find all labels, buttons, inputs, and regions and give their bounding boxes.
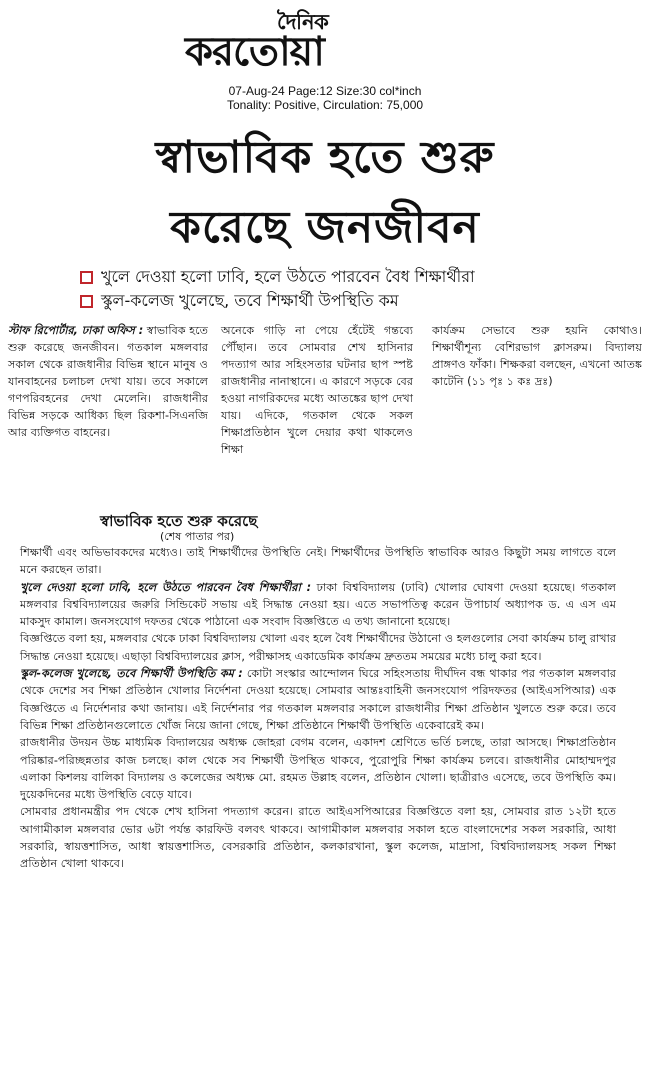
paragraph [20, 579, 616, 631]
column-1-text: স্বাভাবিক হতে শুরু করেছে জনজীবন। গতকাল মঙ্গলবার সকাল থেকে রাজধানীর বিভিন্ন স্থানে মানুষ ও যানবাহনের চলাচল দেখা যায়। তবে সকালে গণপরিবহনের দেখা মেলেনি। রাজধানীর বিভিন্ন সড়কে আধিক্য ছিল রিকশা-সিএনজি আর ব্যক্তিগত বাহনের। [8, 324, 208, 439]
paragraph: বিজ্ঞপ্তিতে বলা হয়, মঙ্গলবার থেকে ঢাকা বিশ্ববিদ্যালয় খোলা এবং হলে বৈধ শিক্ষার্থীদের উঠানো ও হলগুলোর সেবা কার্যক্রম চালু রাখার সিদ্ধান্ত নেওয়া হয়েছে। এছাড়া বিশ্ববিদ্যালয়ের ক্লাস, পরীক্ষাসহ একাডেমিক কার্যক্রম দ্রুততম সময়ের মধ্যে চালু করা হবে। [20, 632, 616, 663]
paragraph-lead: স্কুল-কলেজ খুলেছে, তবে শিক্ষার্থী উপস্থিতি কম : [20, 667, 243, 681]
column-2-text: অনেকে গাড়ি না পেয়ে হেঁটেই গন্তব্যে পৌঁছান। তবে সোমবার শেখ হাসিনার পদত্যাগ আর সহিংসতার ঘটনার ছাপ স্পষ্ট রাজধানীর নানাস্থানে। এ কারণে সড়কে বের হওয়া নাগরিকদের মধ্যে আতঙ্কের ছাপ দেখা যায়। এদিকে, গতকাল থেকে সকল শিক্ষাপ্রতিষ্ঠান খুলে দেয়ার কথা থাকলেও শিক্ষা [221, 324, 413, 456]
clipping-meta-date-page: 07-Aug-24 Page:12 Size:30 col*inch [228, 84, 422, 98]
paragraph: সোমবার প্রধানমন্ত্রীর পদ থেকে শেখ হাসিনা পদত্যাগ করেন। রাতে আইএসপিআরের বিজ্ঞপ্তিতে বলা হয়, সোমবার রাত ১২টা হতে আগামীকাল মঙ্গলবার ভোর ৬টা পর্যন্ত কারফিউ বলবৎ থাকবে। আগামীকাল মঙ্গলবার সকাল হতে বাংলাদেশের সকল সরকারি, আধা সরকারি, স্বায়ত্তশাসিত, আধা স্বায়ত্তশাসিত, বেসরকারি প্রতিষ্ঠান, কলকারখানা, স্কুল কলেজ, মাদ্রাসা, বিশ্ববিদ্যালয়সহ সকল শিক্ষা প্রতিষ্ঠান খোলা থাকবে। [20, 805, 616, 871]
paragraph-text: ঢাকা বিশ্ববিদ্যালয় (ঢাবি) খোলার ঘোষণা দেওয়া হয়েছে। গতকাল মঙ্গলবার বিশ্ববিদ্যালয়ের জরুরি সিন্ডিকেট সভায় এই সিদ্ধান্ত নেওয়া হয়। এতে সভাপতিত্ব করেন উপাচার্য অধ্যাপক ড. এ এস এম মাকসুদ কামাল। জনসংযোগ দফতর থেকে পাঠানো এক সংবাদ বিজ্ঞপ্তিতে এ তথ্য জানানো হয়েছে। [20, 580, 616, 629]
paragraph-text: কোটা সংস্কার আন্দোলন ঘিরে সহিংসতায় দীর্ঘদিন বন্ধ থাকার পর গতকাল মঙ্গলবার থেকে দেশের সব শিক্ষা প্রতিষ্ঠান খোলার নির্দেশনা দেওয়া হয়েছে। সোমবার আন্তঃবাহিনী জনসংযোগ পরিদফতর (আইএসপিআর) এক বিজ্ঞপ্তিতে এ নির্দেশনার কথা জানায়। এই নির্দেশনার পর গতকাল মঙ্গলবার সকালে রাজধানীর শিক্ষা প্রতিষ্ঠান খুলতে শুরু করে। তবে বিভিন্ন শিক্ষা প্রতিষ্ঠানগুলোতে খোঁজ নিয়ে জানা গেছে, শিক্ষা প্রতিষ্ঠানে শিক্ষার্থী উপস্থিতি একেবারেই কম। [20, 667, 616, 732]
continuation-body [20, 544, 616, 873]
square-bullet-icon [80, 295, 93, 308]
continuation-title: স্বাভাবিক হতে শুরু করেছে [100, 512, 258, 530]
continuation-subtitle: (শেষ পাতার পর) [160, 530, 235, 543]
masthead-small-text: দৈনিক [277, 10, 329, 34]
headline-line-2: করেছে জনজীবন [170, 202, 480, 253]
newspaper-masthead [185, 6, 475, 78]
paragraph-lead: খুলে দেওয়া হলো ঢাবি, হলে উঠতে পারবেন বৈধ শিক্ষার্থীরা : [20, 580, 312, 594]
subheadline-1-text: খুলে দেওয়া হলো ঢাবি, হলে উঠতে পারবেন বৈধ শিক্ষার্থীরা [101, 267, 475, 286]
masthead-logo-text: করতোয়া [185, 29, 324, 75]
headline-line-1: স্বাভাবিক হতে শুরু [155, 132, 495, 183]
paragraph: শিক্ষার্থী এবং অভিভাবকদের মধ্যেও। তাই শিক্ষার্থীদের উপস্থিতি নেই। শিক্ষার্থীদের উপস্থিতি স্বাভাবিক আরও কিছুটা সময় লাগতে বলে মনে করছেন তারা। [20, 546, 616, 577]
article-column-1 [8, 322, 208, 441]
square-bullet-icon [80, 271, 93, 284]
subheadline-2 [80, 290, 399, 312]
byline: স্টাফ রিপোর্টার, ঢাকা অফিস : [8, 324, 144, 337]
article-column-3 [432, 322, 642, 390]
clipping-meta-tonality: Tonality: Positive, Circulation: 75,000 [226, 98, 424, 112]
subheadline-2-text: স্কুল-কলেজ খুলেছে, তবে শিক্ষার্থী উপস্থিতি কম [101, 291, 399, 310]
subheadline-1 [80, 266, 475, 288]
column-3-text: কার্যক্রম সেভাবে শুরু হয়নি কোথাও। শিক্ষার্থীশূন্য বেশিরভাগ ক্লাসরুম। বিদ্যালয় প্রাঙ্গণও ফাঁকা। শিক্ষকরা বলছেন, এখনো আতঙ্ক কাটেনি [432, 324, 642, 388]
jump-line: (১১ পৃঃ ১ কঃ দ্রঃ) [467, 375, 553, 388]
paragraph [20, 665, 616, 734]
paragraph: রাজধানীর উদয়ন উচ্চ মাধ্যমিক বিদ্যালয়ের অধ্যক্ষ জোহরা বেগম বলেন, একাদশ শ্রেণিতে ভর্তি চলছে, তারা আসছে। শিক্ষাপ্রতিষ্ঠান পরিষ্কার-পরিচ্ছন্নতার কাজ চলছে। কাল থেকে সব শিক্ষার্থী উপস্থিত থাকবে, পুরোপুরি শিক্ষা কার্যক্রম চলবে। রাজধানীর মোহাম্মদপুর এলাকা কিশলয় বালিকা বিদ্যালয় ও কলেজের অধ্যক্ষ মো. রহমত উল্লাহ বলেন, প্রতিষ্ঠান খোলা। ছাত্রীরাও এসেছে, তবে উপস্থিতি কম। দুয়েকদিনের মধ্যে উপস্থিতি বেড়ে যাবে। [20, 736, 616, 802]
article-column-2 [221, 322, 413, 458]
